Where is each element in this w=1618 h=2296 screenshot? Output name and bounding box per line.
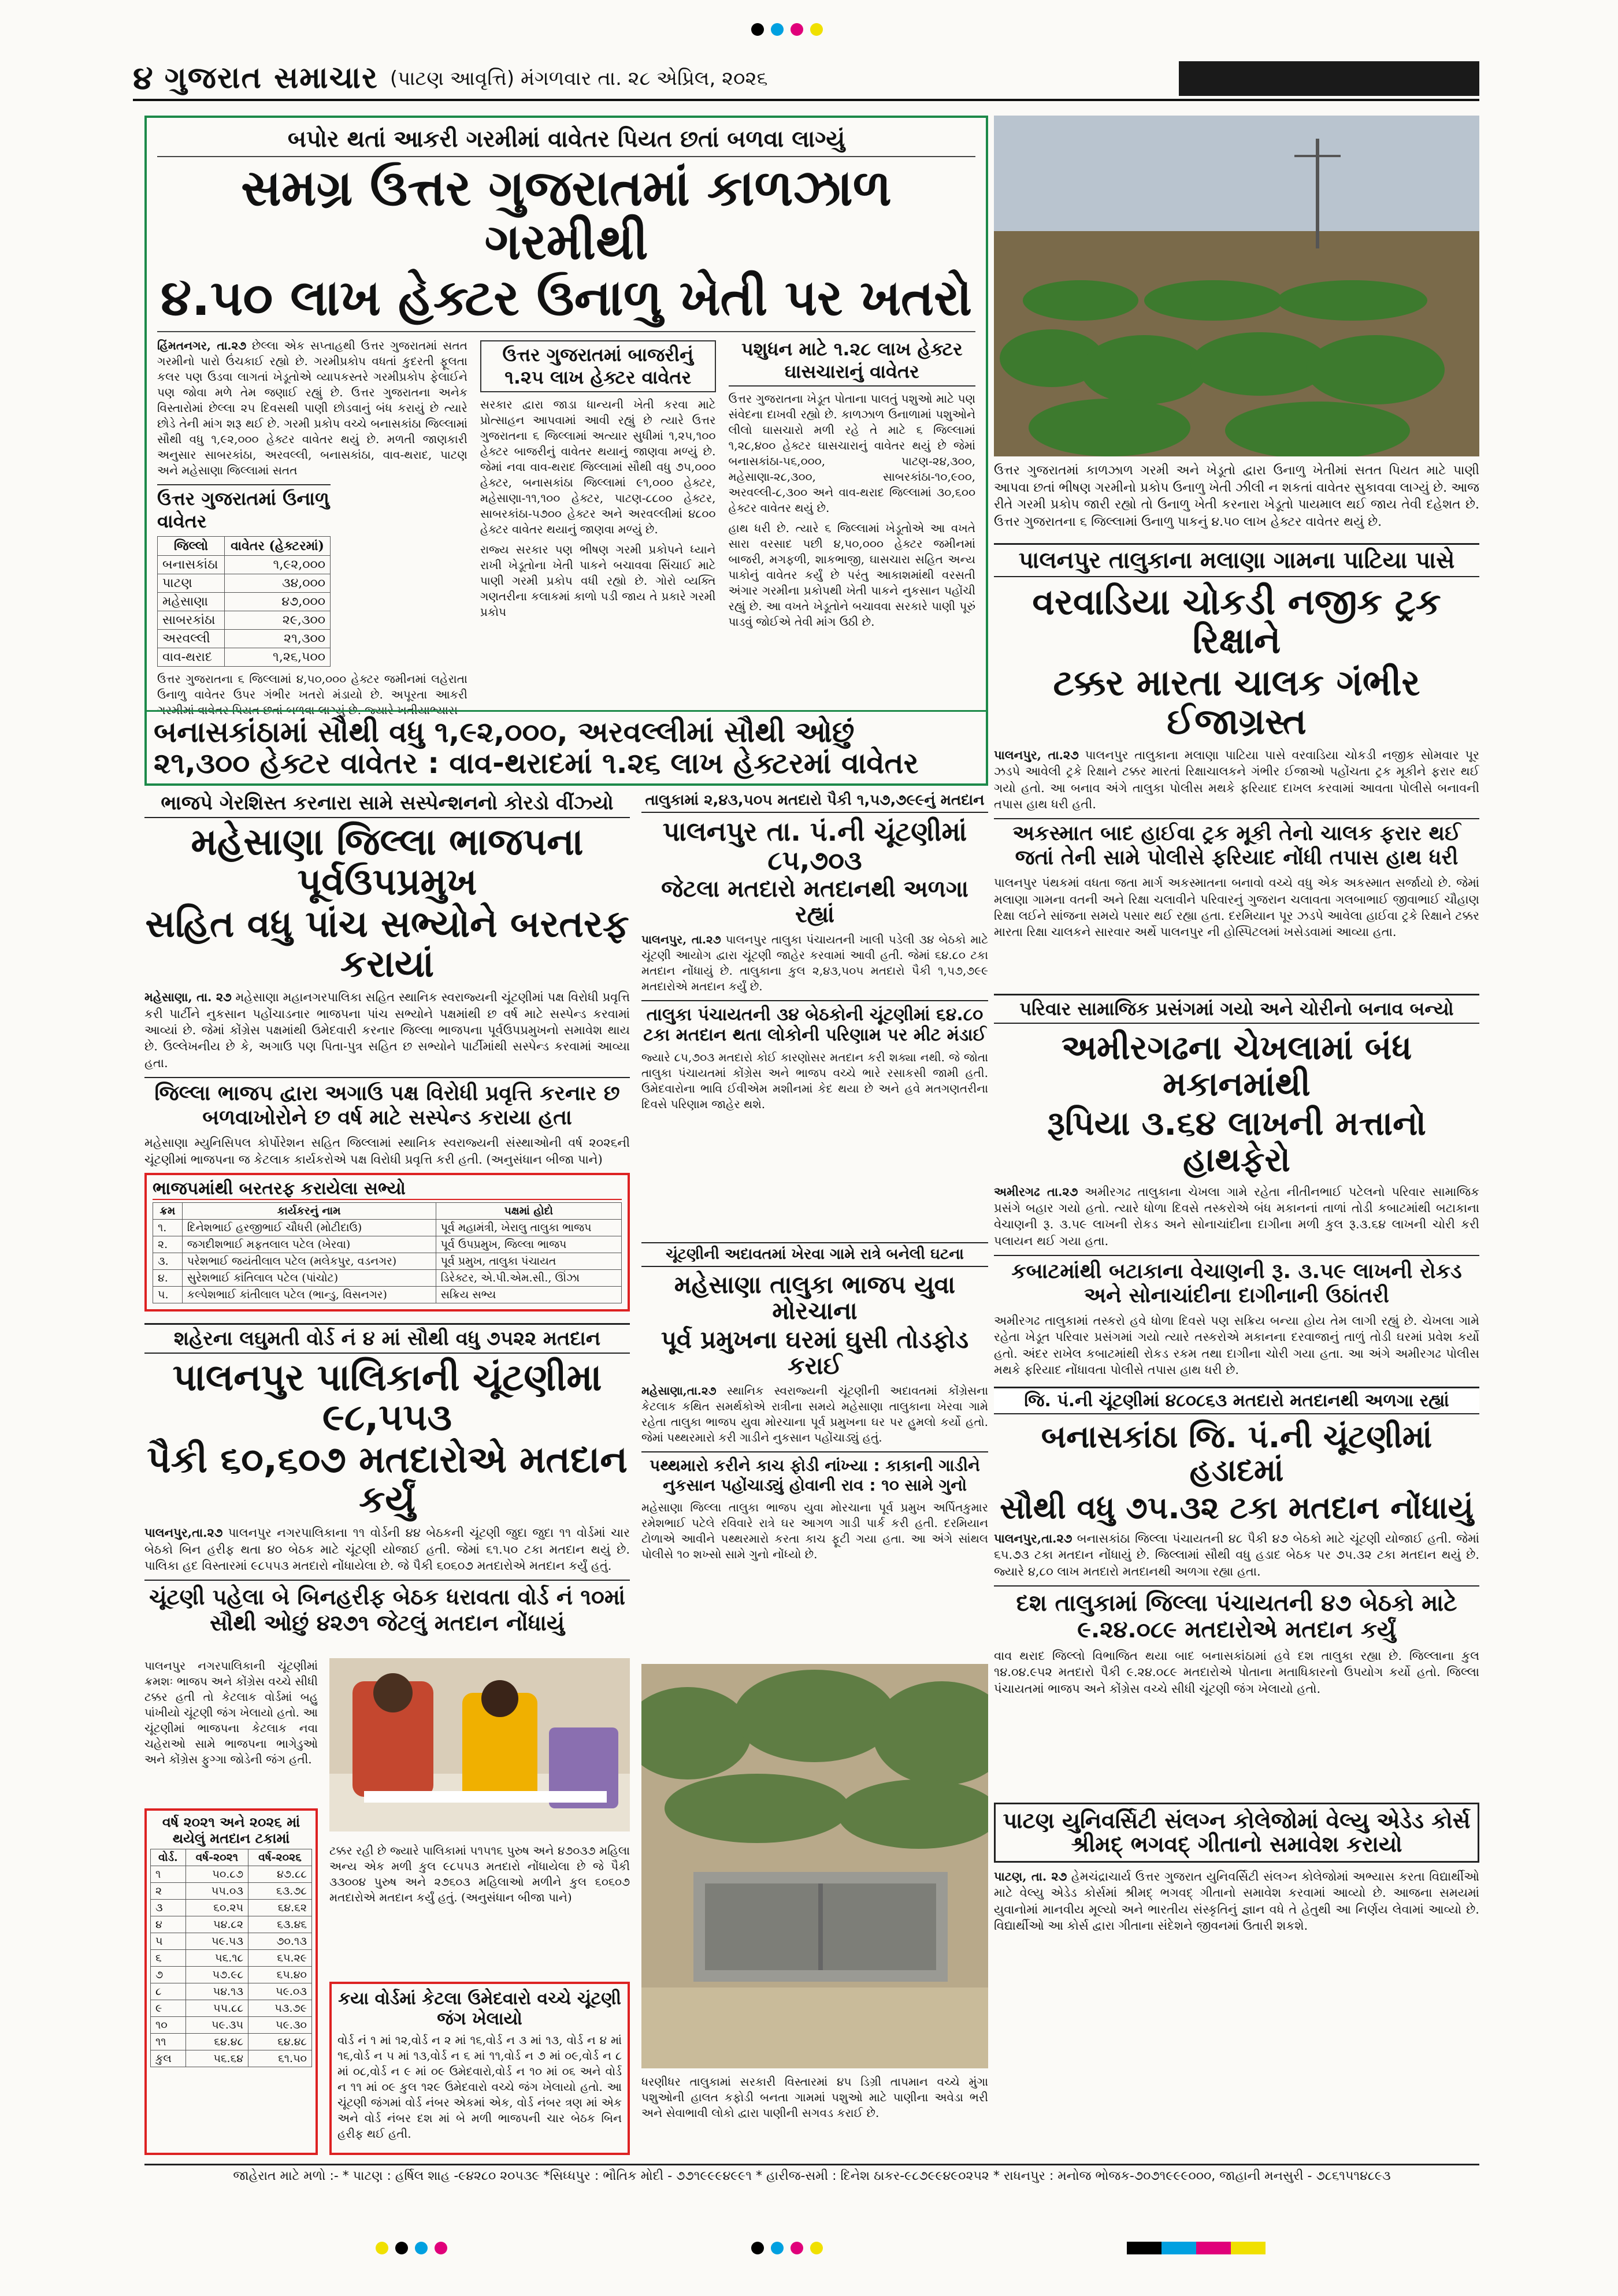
table-row [153, 1270, 622, 1287]
table-cell: ૫. [153, 1287, 183, 1303]
color-bar-block [1161, 2242, 1196, 2254]
table-cell: ૬૪.૬૨ [248, 1900, 312, 1916]
kherva-vandalism-story [641, 1242, 988, 1658]
table-row [153, 1287, 622, 1303]
taluka-poll-headline-1: પાલનપુર તા. પં.ની ચૂંટણીમાં ૮૫,૭૦૩ [662, 816, 967, 876]
table-cell: બનાસકાંઠા [158, 555, 225, 574]
registration-dot [415, 2242, 428, 2254]
banaskantha-poll-story [994, 1387, 1479, 1791]
candidates-title: કયા વોર્ડમાં કેટલા ઉમેદવારો વચ્ચે ચૂંટણી જંગ ખેલાયો [338, 1989, 621, 2029]
registration-dot [810, 23, 823, 36]
water-trough-caption: ધરણીધર તાલુકામાં સરકારી વિસ્તારમાં ૪૫ ડિગ્રી તાપમાન વચ્ચે મુંગા પશુઓની હાલત કફોડી બનતા ગામમાં પશુઓ માટે પાણીના અવેડા ભરી અને સેવાભાવી લોકો દ્વારા પાણીની સગવડ કરાઈ છે. [641, 2075, 988, 2120]
bjp-text-2: મહેસાણા મ્યુનિસિપલ કોર્પોરેશન સહિત જિલ્લામાં સ્થાનિક સ્વરાજ્યની સંસ્થાઓની વર્ષ ૨૦૨૬ની ચૂંટણીમાં ભાજપના જ કેટલાક કાર્યકરોએ પક્ષ વિરોધી પ્રવૃત્તિ કરી હતી. (અનુસંધાન બીજા પાને) [144, 1136, 630, 1166]
table-cell: ૪૭,૦૦૦ [225, 592, 331, 611]
taluka-poll-dateline: પાલનપુર, તા.૨૭ [641, 932, 721, 946]
table-cell: ૧૧ [151, 2034, 186, 2050]
ward-turnout-box [144, 1808, 318, 2155]
lead-text-1: છેલ્લા એક સપ્તાહથી ઉત્તર ગુજરાતમાં સતત ગરમીનો પારો ઉંચકાઈ રહ્યો છે. ગરમીપ્રકોપ વધતાં કુદરતી ફૂલતા કલર પણ ઉડવા લાગતાં ખેડૂતોએ વ્યાપકસ્તરે ગરમીપ્રકોપ ફેલાઈને પણ જોવા મળે તેમ જણાઈ રહ્યું છે. ઉત્તર ગુજરાતના અનેક વિસ્તારોમાં છેલ્લા ૨૫ દિવસથી પાણી છોડવાનું બંધ કરાયું છે ત્યારે છોડે તેની માંગ શરૂ થઈ છે. ગરમી પ્રકોપ વચ્ચે બનાસકાંઠા જિલ્લામાં સૌથી વધુ ૧,૯૨,૦૦૦ હેક્ટર વાવેતર થયું છે. મળતી જાણકારી અનુસાર સાબરકાંઠા, અરવલ્લી, બનાસકાંઠા, વાવ-થરાદ, પાટણ અને મહેસાણા જિલ્લામાં સતત [157, 338, 467, 477]
table-cell: ૬ [151, 1950, 186, 1967]
ward-turnout-rows [151, 1866, 312, 2067]
accident-text [994, 747, 1479, 812]
theft-text-2: અમીરગઢ તાલુકામાં તસ્કરો હવે ધોળા દિવસે પણ સક્રિય બન્યા હોય તેમ લાગી રહ્યું છે. ચેખલા ગામે રહેતા ખેડૂત પરિવાર પ્રસંગમાં ગયો ત્યારે તસ્કરોએ મકાનના દરવાજાનું તાળું તોડી ઘરમાં પ્રવેશ કર્યો હતો. અંદર રાખેલ કબાટમાંથી રોકડ રકમ તથા દાગીના ચોરી ગયા હતા. આ અંગે અમીરગઢ પોલીસ મથકે ફરિયાદ નોંધાવતા પોલીસે તપાસ હાથ ધરી છે. [994, 1313, 1479, 1377]
expelled-members-box [144, 1173, 630, 1312]
municipal-text-3: ટક્કર રહી છે જ્યારે પાલિકામાં ૫૧૫૧૬ પુરુષ અને ૪૭૦૩૭ મહિલા અન્ય એક મળી કુલ ૯૮૫૫૩ મતદારો નોંધાયેલા છે જે પૈકી ૩૩૦૦૪ પુરુષ અને ૨૭૬૦૩ મહિલાઓ મળીને કુલ ૬૦૬૦૭ મતદારોએ મતદાન કર્યું હતું. (અનુસંધાન બીજા પાને) [329, 1844, 630, 1904]
table-cell: ૫૩.૭૯ [248, 2000, 312, 2017]
table-row [158, 555, 331, 574]
masthead: ગુજરાત સમાચાર [164, 61, 378, 95]
print-registration-marks-top [751, 23, 823, 36]
lead-text-mid-2: રાજ્ય સરકાર પણ ભીષણ ગરમી પ્રકોપને ધ્યાને રાખી ખેડૂતોના ખેતી પાકને બચાવવા સિંચાઈ માટે પાણી ગરમી પ્રકોપ વધી રહ્યો છે. ગોરો વ્યક્તિ ગણતરીના કલાકમાં કાળો પડી જાય તે પ્રકારે ગરમી પ્રકોપ [480, 542, 716, 619]
expelled-members-table [153, 1202, 622, 1303]
palanpur-accident-story [994, 543, 1479, 982]
kherva-sub: પથ્થમારો કરીને કાચ ફોડી નાંખ્યા : કાકાની ગાડીને નુકસાન પહોંચાડ્યું હોવાની રાવ : ૧૦ સામે ગુનો [641, 1451, 988, 1495]
banaskantha-headline-1: બનાસકાંઠા જિ. પં.ની ચૂંટણીમાં હડાદમાં [1041, 1418, 1433, 1489]
banaskantha-text-2: વાવ થરાદ જિલ્લો વિભાજિત થયા બાદ બનાસકાંઠામાં હવે દશ તાલુકા રહ્યા છે. જિલ્લાના કુલ ૧૪.૦૪.૯૫૨ મતદારો પૈકી ૯.૨૪.૦૮૯ મતદારોએ પોતાના મતાધિકારનો ઉપયોગ કર્યો હતો. જિલ્લા પંચાયતમાં ભાજપ અને કોંગ્રેસ વચ્ચે સીધી ચૂંટણી જંગ ખેલાયો હતો. [994, 1648, 1479, 1696]
accident-text-2: પાલનપુર પંથકમાં વધતા જતા માર્ગ અકસ્માતના બનાવો વચ્ચે વધુ એક અકસ્માત સર્જાયો છે. જેમાં મલાણા ગામના વતની અને રિક્ષા ચલાવીને પરિવારનું ગુજરાન ચલાવતા ગલબાભાઈ જીવાભાઈ ચૌહાણ રિક્ષા લઈને સાંજના સમયે પસાર થઈ રહ્યા હતા. દરમિયાન પૂર ઝડપે આવેલા હાઈવા ટ્રકે રિક્ષાને ટક્કર મારતા રિક્ષા ચાલકને સારવાર અર્થે પાલનપુર ની હોસ્પિટલમાં ખસેડવામાં આવ્યા હતા. [994, 876, 1479, 939]
banaskantha-dateline: પાલનપુર,તા.૨૭ [994, 1530, 1073, 1545]
taluka-poll-sub: તાલુકા પંચાયતની ૩૪ બેઠકોની ચૂંટણીમાં ૬૪.૮૦ ટકા મતદાન થતા લોકોની પરિણામ પર મીટ મંડાઈ [641, 1000, 988, 1045]
page-header [133, 58, 1479, 101]
crop-field-photo [994, 116, 1479, 456]
table-cell: ૬૧.૫૦ [248, 2050, 312, 2067]
theft-text-body: અમીરગઢ તાલુકાના ચેખલા ગામે રહેતા નીતીનભાઈ પટેલનો પરિવાર સામાજિક પ્રસંગે બહાર ગયો હતો. ત્યારે ધોળા દિવસે તસ્કરોએ બંધ મકાનનાં તાળાં તોડી કબાટમાંથી બટાકાના વેચાણની રૂ. ૩.૫૯ લાખની રોકડ અને સોનાચાંદીના દાગીના મળી કુલ રૂ.૩.૬૪ લાખની ચોરી કરી પલાયન થઈ ગયા હતા. [994, 1184, 1480, 1248]
print-registration-marks-bottom-2 [751, 2242, 823, 2254]
table-cell: ૫૭.૯૮ [185, 1967, 248, 1983]
accident-headline-2: ટક્કર મારતા ચાલક ગંભીર ઈજાગ્રસ્ત [1053, 661, 1420, 742]
table-cell: ૫૬.૧૮ [185, 1950, 248, 1967]
table-cell: ૧,૯૨,૦૦૦ [225, 555, 331, 574]
table-cell: ૭ [151, 1967, 186, 1983]
table-header: જિલ્લો [158, 536, 225, 555]
bjp-headline-1: મહેસાણા જિલ્લા ભાજપના પૂર્વઉપપ્રમુખ [191, 821, 584, 904]
lead-headline-1: સમગ્ર ઉત્તર ગુજરાતમાં કાળઝાળ ગરમીથી [241, 159, 892, 271]
polling-booth-image [329, 1658, 630, 1831]
taluka-poll-text-2: જ્યારે ૮૫,૭૦૩ મતદારો કોઈ કારણોસર મતદાન કરી શક્યા નથી. જે જોતા તાલુકા પંચાયતમાં કોંગ્રેસ અને ભાજપ વચ્ચે ભારે રસાકસી જામી હતી. ઉમેદવારોના ભાવિ ઈવીએમ મશીનમાં કેદ થયા છે અને હવે મતગણતરીના દિવસે પરિણામ જાહેર થશે. [641, 1050, 988, 1111]
table-cell: ૧ [151, 1866, 186, 1883]
taluka-poll-text-body: પાલનપુર તાલુકા પંચાયતની ખાલી પડેલી ૩૪ બેઠકો માટે ચૂંટણી આયોગ દ્વારા ચૂંટણી જાહેર કરવામાં આવી હતી. જેમાં ૬૪.૮૦ ટકા મતદાન નોંધાયું છે. તાલુકાના કુલ ૨,૪૩,૫૦૫ મતદારો પૈકી ૧,૫૭,૭૯૯ મતદારોએ મતદાન કર્યું છે. [641, 932, 989, 993]
lead-subhead-mid: ઉત્તર ગુજરાતમાં બાજરીનું ૧.૨૫ લાખ હેક્ટર વાવેતર [480, 340, 716, 392]
banaskantha-text-body: બનાસકાંઠા જિલ્લા પંચાયતની ૪૮ પૈકી ૪૭ બેઠકો માટે ચૂંટણી યોજાઈ હતી. જેમાં ૬૫.૭૩ ટકા મતદાન નોંધાયું છે. જિલ્લામાં સૌથી વધુ હડાદ બેઠક પર ૭૫.૩૨ ટકા મતદાન થયું છે. જ્યારે ૪,૮૦ લાખ મતદારો મતદાનથી અળગા રહ્યા હતા. [994, 1531, 1479, 1578]
table-cell: ૫૯.૦૩ [248, 1983, 312, 2000]
table-cell: ૩. [153, 1253, 183, 1270]
table-cell: ૨. [153, 1236, 183, 1253]
crop-field-image [994, 116, 1479, 456]
table-cell: ૧૦ [151, 2017, 186, 2034]
table-cell: ૫૬.૬૪ [185, 2050, 248, 2067]
table-cell: જગદીશભાઈ મફતલાલ પટેલ (ખેરવા) [182, 1236, 436, 1253]
taluka-poll-headline-2: જેટલા મતદારો મતદાનથી અળગા રહ્યાં [661, 876, 968, 928]
kherva-text [641, 1383, 988, 1446]
registration-dot [751, 23, 764, 36]
print-registration-marks-bottom [376, 2242, 447, 2254]
edition-line: (પાટણ આવૃત્તિ) મંગળવાર તા. ૨૮ એપ્રિલ, ૨૦૨૬ [389, 66, 768, 90]
municipal-text [144, 1525, 630, 1574]
table-cell: ૧,૨૬,૫૦૦ [225, 648, 331, 666]
table-header: વર્ષ-૨૦૨૬ [248, 1849, 312, 1866]
taluka-poll-kicker: તાલુકામાં ૨,૪૩,૫૦૫ મતદારો પૈકી ૧,૫૭,૭૯૯નું મતદાન [641, 792, 988, 813]
bjp-sub: જિલ્લા ભાજપ દ્વારા અગાઉ પક્ષ વિરોધી પ્રવૃત્તિ કરનાર છ બળવાખોરોને છ વર્ષ માટે સસ્પેન્ડ કરાયા હતા [144, 1077, 630, 1130]
lead-text-right-2: હાથ ધરી છે. ત્યારે ૬ જિલ્લામાં ખેડૂતોએ આ વખતે સારા વરસાદ પછી ૪,૫૦,૦૦૦ હેક્ટર જમીનમાં બાજરી, મગફળી, શાકભાજી, ઘાસચારા સહિત અન્ય પાકોનું વાવેતર કર્યું છે પરંતુ આકાશમાંથી વરસતી અંગાર ગરમીના પ્રકોપથી ખેતી પાકને નુકસાન પહોંચી રહ્યું છે. આ વખતે ખેડૂતોને બચાવવા સરકારે પાણી પૂરું પાડવું જોઈએ તેવી માંગ ઉઠી છે. [728, 521, 975, 629]
table-row [153, 1220, 622, 1236]
footer-text: જાહેરાત માટે મળો :- * પાટણ : હર્ષિલ શાહ -૯૪૨૮૦ ૨૦૫૩૯ *સિધ્ધપુર : ભૌતિક મોદી - ૭૭૧૯૯૯૪૯૯૧ * હારીજ-સમી : દિનેશ ઠાકર-૯૮૭૯૯૪૯૦૨૫૨ * રાધનપુર : મનોજ ભોજક-૭૦૭૧૯૯૯૦૦૦, જાહાની મનસુરી - ૭૮૬૧૫૧૪૮૯૩ [233, 2169, 1391, 2183]
banaskantha-sub: દશ તાલુકામાં જિલ્લા પંચાયતની ૪૭ બેઠકો માટે ૯.૨૪.૦૮૯ મતદારોએ મતદાન કર્યું [994, 1585, 1479, 1643]
table-row [151, 1950, 312, 1967]
table-row [151, 2050, 312, 2067]
print-color-bar [1127, 2242, 1266, 2254]
patan-university-story [994, 1803, 1479, 2149]
table-cell: અરવલ્લી [158, 629, 225, 648]
municipal-kicker: શહેરના લઘુમતી વોર્ડ નં ૪ માં સૌથી વધુ ૭૫૨૨ મતદાન [144, 1323, 630, 1354]
table-cell: ૬૩.૪૬ [248, 1916, 312, 1933]
ward-turnout-table [150, 1849, 312, 2067]
table-cell: ૧. [153, 1220, 183, 1236]
table-cell: ૮ [151, 1983, 186, 2000]
table-cell: ૪. [153, 1270, 183, 1287]
bjp-text [144, 989, 630, 1071]
table-cell: પૂર્વ ઉપપ્રમુખ, જિલ્લા ભાજપ [436, 1236, 621, 1253]
table-row [158, 611, 331, 629]
table-cell: ૫૫.૦૩ [185, 1883, 248, 1900]
lead-bottom-line-2: ૨૧,૩૦૦ હેક્ટર વાવેતર : વાવ-થરાદમાં ૧.૨૬ લાખ હેક્ટરમાં વાવેતર [154, 746, 919, 780]
kherva-kicker: ચૂંટણીની અદાવતમાં ખેરવા ગામે રાત્રે બનેલી ઘટના [641, 1242, 988, 1267]
banaskantha-kicker: જિ. પં.ની ચૂંટણીમાં ૪૮૦૮૬૩ મતદારો મતદાનથી અળગા રહ્યાં [994, 1387, 1479, 1414]
lead-body [157, 338, 975, 718]
registration-dot [791, 23, 803, 36]
municipal-sub: ચૂંટણી પહેલા બે બિનહરીફ બેઠક ધરાવતા વોર્ડ નં ૧૦માં સૌથી ઓછું ૪૨૭૧ જેટલું મતદાન નોંધાયું [144, 1580, 630, 1636]
ward-turnout-title: વર્ષ ૨૦૨૧ અને ૨૦૨૬ માં થયેલું મતદાન ટકામાં [162, 1814, 300, 1847]
theft-text [994, 1184, 1479, 1249]
registration-dot [435, 2242, 447, 2254]
expelled-title: ભાજપમાંથી બરતરફ કરાયેલા સભ્યો [153, 1179, 622, 1200]
table-row [151, 2000, 312, 2017]
bjp-dateline: મહેસાણા, તા. ૨૭ [144, 990, 232, 1005]
table-cell: પૂર્વ મહામંત્રી, ખેરાલુ તાલુકા ભાજપ [436, 1220, 621, 1236]
table-row [158, 592, 331, 611]
table-cell: ૨૧,૩૦૦ [225, 629, 331, 648]
table-header: પક્ષમાં હોદો [436, 1203, 621, 1220]
crop-photo-caption: ઉત્તર ગુજરાતમાં કાળઝાળ ગરમી અને ખેડૂતો દ્વારા ઉનાળુ ખેતીમાં સતત પિયત માટે પાણી આપવા છતાં ભીષણ ગરમીનો પ્રકોપ ઉનાળુ ખેતી ઝીલી ન શકતાં વાવેતર સુકાવવા લાગ્યું છે. આજ રીતે ગરમી પ્રકોપ જારી રહ્યો તો ઉનાળુ ખેતી કરનારા ખેડૂતો પાયમાલ થઈ જાય તેવી દહેશત છે. ઉત્તર ગુજરાતના ૬ જિલ્લામાં ઉનાળુ પાકનું ૪.૫૦ લાખ હેક્ટર વાવેતર થયું છે. [994, 463, 1479, 530]
table-row [151, 1967, 312, 1983]
palanpur-municipal-poll-story [144, 1323, 630, 1647]
lead-mid-column [480, 338, 716, 718]
table-cell: ૫૯.૩૫ [185, 2017, 248, 2034]
table-row [151, 1866, 312, 1883]
lead-dateline: હિંમતનગર, તા.૨૭ [157, 338, 247, 352]
table-row [158, 574, 331, 592]
registration-dot [791, 2242, 803, 2254]
kherva-text-2: મહેસાણા જિલ્લા તાલુકા ભાજપ યુવા મોરચાના પૂર્વ પ્રમુખ અર્પિતકુમાર રમેશભાઈ પટેલે રવિવારે રાત્રે ઘર આગળ ગાડી પાર્ક કરી હતી. દરમિયાન ટોળાએ આવીને પથ્થરમારો કરતા કાચ ફૂટી ગયા હતા. આ અંગે સાંથલ પોલીસે ૧૦ શખ્સો સામે ગુનો નોંધ્યો છે. [641, 1500, 988, 1562]
municipal-headline-2: પૈકી ૬૦,૬૦૭ મતદારોએ મતદાન કર્યું [147, 1439, 628, 1522]
kherva-dateline: મહેસાણા,તા.૨૭ [641, 1384, 717, 1398]
table-cell: ૯ [151, 2000, 186, 2017]
lead-subhead-left: ઉત્તર ગુજરાતમાં ઉનાળુ વાવેતર [157, 484, 331, 533]
kherva-headline-2: પૂર્વ પ્રમુખના ઘરમાં ઘુસી તોડફોડ કરાઈ [660, 1325, 969, 1380]
water-trough-photo [641, 1664, 988, 2068]
municipal-dateline: પાલનપુર,તા.૨૭ [144, 1525, 223, 1540]
table-cell: દિનેશભાઈ હરજીભાઈ ચૌધરી (મોટીદાઉ) [182, 1220, 436, 1236]
table-cell: ૬૪.૪૮ [248, 2034, 312, 2050]
table-row [151, 1916, 312, 1933]
registration-dot [771, 2242, 784, 2254]
accident-headline-1: વરવાડિયા ચોકડી નજીક ટ્રક રિક્ષાને [1032, 581, 1441, 662]
lead-bottom-banner [147, 710, 986, 783]
table-row [153, 1253, 622, 1270]
registration-dot [771, 23, 784, 36]
polling-booth-photo [329, 1658, 630, 1831]
color-bar-block [1196, 2242, 1231, 2254]
table-header: વાવેતર (હેક્ટરમાં) [225, 536, 331, 555]
university-text-body: હેમચંદ્રાચાર્ય ઉત્તર ગુજરાત યુનિવર્સિટી સંલગ્ન કોલેજોમાં અભ્યાસ કરતા વિદ્યાર્થીઓ માટે વેલ્યુ એડેડ કોર્સમાં શ્રીમદ્ ભગવદ્ ગીતાનો સમાવેશ કરવામાં આવ્યો છે. આજના સમયમાં યુવાનોમાં માનવીય મૂલ્યો અને ભારતીય સંસ્કૃતિનું જ્ઞાન વધે તે હેતુથી આ નિર્ણય લેવામાં આવ્યો છે. વિદ્યાર્થીઓ આ કોર્સ દ્વારા ગીતાના સંદેશને જીવનમાં ઉતારી શકશે. [994, 1870, 1479, 1933]
kherva-headline-1: મહેસાણા તાલુકા ભાજપ યુવા મોરચાના [674, 1270, 956, 1325]
accident-sub-1: અકસ્માત બાદ હાઈવા ટ્રક મૂકી તેનો ચાલક ફરાર થઈ [994, 818, 1479, 846]
table-cell: ૫૯.૩૦ [248, 2017, 312, 2034]
kherva-text-body: સ્થાનિક સ્વરાજ્યની ચૂંટણીની અદાવતમાં કોંગ્રેસના કેટલાક કથિત સમર્થકોએ રાત્રીના સમયે મહેસાણા તાલુકાના ખેરવા ગામે રહેતા તાલુકા ભાજપ યુવા મોરચાના પૂર્વ પ્રમુખના ઘર પર હુમલો કર્યો હતો. જેમાં પથ્થરમારો કરી ગાડીને નુકસાન પહોંચાડ્યું હતું. [641, 1384, 988, 1445]
lead-bottom-line-1: બનાસકાંઠામાં સૌથી વધુ ૧,૯૨,૦૦૦, અરવલ્લીમાં સૌથી ઓછું [154, 715, 855, 749]
table-cell: પૂર્વ પ્રમુખ, તાલુકા પંચાયત [436, 1253, 621, 1270]
lead-subhead-right: પશુધન માટે ૧.૨૮ લાખ હેક્ટર ઘાસચારાનું વાવેતર [729, 338, 976, 387]
table-cell: ૫૪.૮૨ [185, 1916, 248, 1933]
municipal-text-2: પાલનપુર નગરપાલિકાની ચૂંટણીમાં ક્રમશઃ ભાજપ અને કોંગ્રેસ વચ્ચે સીધી ટક્કર હતી તો કેટલાક વોર્ડમાં બહુ પાંખીયો ચૂંટણી જંગ ખેલાયો હતો. આ ચૂંટણીમાં ભાજપના કેટલાક નવા ચહેરાઓ સામે ભાજપના ભાગેડુઓ અને કોંગ્રેસ ફુગ્ગા જોડેની જંગ હતી. [144, 1659, 318, 1766]
amirgadh-theft-story [994, 994, 1479, 1375]
table-cell: ૩૪,૦૦૦ [225, 574, 331, 592]
table-cell: પાટણ [158, 574, 225, 592]
table-row [158, 648, 331, 666]
table-row [151, 1933, 312, 1950]
bjp-headline-2: સહિત વધુ પાંચ સભ્યોને બરતરફ કરાયાં [145, 903, 629, 986]
candidates-text: વોર્ડ નં ૧ માં ૧૨,વોર્ડ ન ૨ માં ૧૬,વોર્ડ ન ૩ માં ૧૩, વોર્ડ ન ૪ માં ૧૬,વોર્ડ ન ૫ માં ૧૩,વોર્ડ ન ૬ માં ૧૧,વોર્ડ ન ૭ માં ૦૯,વોર્ડ ન ૮ માં ૦૮,વોર્ડ ન ૯ માં ૦૯ ઉમેદવારો,વોર્ડ ન ૧૦ માં ૦૬ અને વોર્ડ ન ૧૧ માં ૦૯ કુલ ૧૨૯ ઉમેદવારો વચ્ચે જંગ ખેલાયો હતો. આ ચૂંટણી જંગમાં વોર્ડ નંબર એકમાં એક, વોર્ડ નંબર ત્રણ માં એક અને વોર્ડ નંબર દશ માં બે મળી ભાજપની ચાર બેઠક બિન હરીફ થઈ હતી. [337, 2033, 622, 2141]
table-row [151, 1900, 312, 1916]
lead-story [144, 116, 988, 786]
university-dateline: પાટણ, તા. ૨૭ [994, 1869, 1067, 1884]
table-cell: ૬૪.૪૮ [185, 2034, 248, 2050]
table-cell: ૫ [151, 1933, 186, 1950]
lead-acreage-table [157, 536, 331, 667]
lead-text-left-bottom: ઉત્તર ગુજરાતના ૬ જિલ્લામાં ૪,૫૦,૦૦૦ હેક્ટર જમીનમાં લહેરાતા ઉનાળુ વાવેતર ઉપર ગંભીર ખતરો મંડાયો છે. અપૂરતા આકરી ગરમીમાં વાવેતર પિયત છતાં બળવા લાગ્યું છે. જ્યારે ખતીયાભ્યાસ [157, 671, 467, 717]
color-bar-block [1127, 2242, 1161, 2254]
table-row [151, 2034, 312, 2050]
color-bar-block [1231, 2242, 1266, 2254]
theft-kicker: પરિવાર સામાજિક પ્રસંગમાં ગયો અને ચોરીનો બનાવ બન્યો [994, 994, 1479, 1024]
table-cell: કલ્પેશભાઈ કાંતીલાલ પટેલ (ભાન્ડુ, વિસનગર) [182, 1287, 436, 1303]
header-bar [1179, 61, 1479, 96]
theft-dateline: અમીરગઢ તા.૨૭ [994, 1184, 1078, 1199]
table-cell: ૬૫.૨૯ [248, 1950, 312, 1967]
table-cell: ૨ [151, 1883, 186, 1900]
table-cell: ૫૪.૧૩ [185, 1983, 248, 2000]
table-cell: ૫૯.૫૩ [185, 1933, 248, 1950]
table-cell: વાવ-થરાદ [158, 648, 225, 666]
university-text [994, 1868, 1479, 1934]
table-header: કાર્યકરનું નામ [182, 1203, 436, 1220]
municipal-headline-1: પાલનપુર પાલિકાની ચૂંટણીમા ૯૮,૫૫૩ [172, 1357, 602, 1440]
bjp-text-body: મહેસાણા મહાનગરપાલિકા સહિત સ્થાનિક સ્વરાજ્યની ચૂંટણીમાં પક્ષ વિરોધી પ્રવૃત્તિ કરી પાર્ટીને નુકસાન પહોંચાડનાર ભાજપના પાંચ સભ્યોને પક્ષમાંથી છ વર્ષ માટે સસ્પેન્ડ કરવામાં આવ્યાં છે. જેમાં કોંગ્રેસ પક્ષમાંથી ઉમેદવારી કરનાર જિલ્લા ભાજપના પૂર્વઉપપ્રમુખનો સમાવેશ થાય છે. ઉલ્લેખનીય છે કે, અગાઉ પણ પિતા-પુત્ર સહિત છ સભ્યોને પાર્ટીમાંથી સસ્પેન્ડ કરવામાં આવ્યા હતા. [144, 990, 630, 1070]
lead-text-mid: સરકાર દ્વારા જાડા ધાન્યની ખેતી કરવા માટે પ્રોત્સાહન આપવામાં આવી રહ્યું છે ત્યારે ઉત્તર ગુજરાતના ૬ જિલ્લામાં અત્યાર સુધીમાં ૧,૨૫,૧૦૦ હેક્ટર બાજરીનું વાવેતર થયાનું જાણવા મળ્યું છે. જેમાં નવા વાવ-થરાદ જિલ્લામાં સૌથી વધુ ૭૫,૦૦૦ હેક્ટર, બનાસકાંઠા જિલ્લામાં ૯૧,૦૦૦ હેક્ટર, મહેસાણા-૧૧,૧૦૦ હેક્ટર, પાટણ-૮૮૦૦ હેક્ટર, સાબરકાંઠા-૫૭૦૦ હેક્ટર અને અરવલ્લીમાં ૪૮૦૦ હેક્ટર વાવેતર થયાનું જાણવા મળ્યું છે. [480, 397, 716, 536]
registration-dot [376, 2242, 388, 2254]
table-cell: પરેશભાઈ જયંતીલાલ પટેલ (મલેકપુર, વડનગર) [182, 1253, 436, 1270]
table-row [151, 2017, 312, 2034]
table-cell: ૫૦.૮૭ [185, 1866, 248, 1883]
lead-headline-2: ૪.૫૦ લાખ હેક્ટર ઉનાળુ ખેતી પર ખતરો [157, 272, 975, 332]
table-cell: ૪૭.૮૮ [248, 1866, 312, 1883]
table-row [151, 1983, 312, 2000]
table-row [153, 1236, 622, 1253]
registration-dot [751, 2242, 764, 2254]
banaskantha-text [994, 1530, 1479, 1580]
table-cell: ૬૫.૪૦ [248, 1967, 312, 1983]
municipal-text-body: પાલનપુર નગરપાલિકાના ૧૧ વોર્ડની ૪૪ બેઠકની ચૂંટણી જુદા જુદા ૧૧ વોર્ડમાં ચાર બેઠકો બિન હરીફ થતા ૪૦ બેઠક માટે ચૂંટણી યોજાઈ હતી. જેમાં ૬૧.૫૦ ટકા મતદાન થયું છે. પાલિકા હદ વિસ્તારમાં ૯૮૫૫૩ મતદારો નોંધાયેલા છે. જે પૈકી ૬૦૬૦૭ મતદારોએ મતદાન કર્યું હતું. [144, 1526, 630, 1573]
lead-text-right: ઉત્તર ગુજરાતના ખેડૂત પોતાના પાલતું પશુઓ માટે પણ સંવેદના દાખવી રહ્યો છે. કાળઝાળ ઉનાળામાં પશુઓને લીલો ઘાસચારો મળી રહે તે માટે ૬ જિલ્લામાં ૧,૨૮,૪૦૦ હેક્ટર ઘાસચારાનું વાવેતર થયું છે જેમાં બનાસકાંઠા-૫૬,૦૦૦, પાટણ-૨૪,૩૦૦, મહેસાણા-૨૮,૩૦૦, સાબરકાંઠા-૧૦,૯૦૦, અરવલ્લી-૮,૩૦૦ અને વાવ-થરાદ જિલ્લામાં ૩૦,૬૦૦ હેક્ટર વાવેતર થયું છે. [728, 391, 975, 515]
candidates-box [329, 1982, 630, 2155]
theft-headline-1: અમીરગઢના ચેખલામાં બંધ મકાનમાંથી [1061, 1028, 1412, 1104]
bjp-kicker: ભાજપે ગેરશિસ્ત કરનારા સામે સસ્પેન્શનનો કોરડો વીંઝ્યો [144, 792, 630, 818]
taluka-poll-text [641, 932, 988, 994]
theft-headline-2: રૂપિયા ૩.૬૪ લાખની મત્તાનો હાથફેરો [1047, 1104, 1426, 1179]
lead-text [157, 338, 467, 478]
table-row [151, 1883, 312, 1900]
page-number: ૪ [133, 59, 153, 97]
table-cell: સક્રિય સભ્ય [436, 1287, 621, 1303]
table-cell: ૫૫.૮૮ [185, 2000, 248, 2017]
table-header: વર્ષ-૨૦૨૧ [185, 1849, 248, 1866]
table-cell: ૬૩.૭૮ [248, 1883, 312, 1900]
table-row [158, 629, 331, 648]
lead-left-column [157, 338, 467, 718]
lead-right-column [729, 338, 976, 718]
table-cell: મહેસાણા [158, 592, 225, 611]
table-cell: સુરેશભાઈ કાંતિલાલ પટેલ (પાંચોટ) [182, 1270, 436, 1287]
lead-kicker: બપોર થતાં આકરી ગરમીમાં વાવેતર પિયત છતાં બળવા લાગ્યું [157, 126, 975, 157]
table-header: વોર્ડ. [151, 1849, 186, 1866]
palanpur-taluka-poll-story [641, 792, 988, 1231]
registration-dot [810, 2242, 823, 2254]
table-cell: ૩ [151, 1900, 186, 1916]
table-cell: ૨૯,૩૦૦ [225, 611, 331, 629]
accident-dateline: પાલનપુર, તા.૨૭ [994, 747, 1079, 762]
table-cell: સાબરકાંઠા [158, 611, 225, 629]
water-trough-image [641, 1664, 988, 2068]
table-cell: ૪ [151, 1916, 186, 1933]
university-headline: પાટણ યુનિવર્સિટી સંલગ્ન કોલેજોમાં વેલ્યુ એડેડ કોર્સ શ્રીમદ્ ભગવદ્ ગીતાનો સમાવેશ કરાયો [994, 1803, 1479, 1863]
accident-text-body: પાલનપુર તાલુકાના મલાણા પાટિયા પાસે વરવાડિયા ચોકડી નજીક સોમવાર પૂર ઝડપે આવેલી ટ્રકે રિક્ષાને ટક્કર મારતાં રિક્ષાચાલકને ગંભીર ઈજાઓ પહોંચતા ટ્રક મૂકીને ફરાર થઈ ગયો હતો. આ બનાવ અંગે તાલુકા પોલીસ મથકે ફરિયાદ દાખલ કરવામાં આવતા પોલીસે બનાવની તપાસ હાથ ધરી હતી. [994, 748, 1479, 811]
banaskantha-headline-2: સૌથી વધુ ૭૫.૩૨ ટકા મતદાન નોંધાયું [1000, 1489, 1474, 1526]
table-cell: કુલ [151, 2050, 186, 2067]
table-header: ક્રમ [153, 1203, 183, 1220]
table-cell: ૬૦.૨૫ [185, 1900, 248, 1916]
page-footer [144, 2164, 1479, 2187]
accident-sub-2: જતાં તેની સામે પોલીસે ફરિયાદ નોંધી તપાસ હાથ ધરી [1015, 846, 1459, 870]
table-cell: ડિરેક્ટર, એ.પી.એમ.સી., ઊંઝા [436, 1270, 621, 1287]
accident-kicker: પાલનપુર તાલુકાના મલાણા ગામના પાટિયા પાસે [994, 543, 1479, 577]
table-cell: ૭૦.૧૩ [248, 1933, 312, 1950]
registration-dot [395, 2242, 408, 2254]
theft-sub: કબાટમાંથી બટાકાના વેચાણની રૂ. ૩.૫૯ લાખની રોકડ અને સોનાચાંદીના દાગીનાની ઉઠાંતરી [994, 1255, 1479, 1308]
